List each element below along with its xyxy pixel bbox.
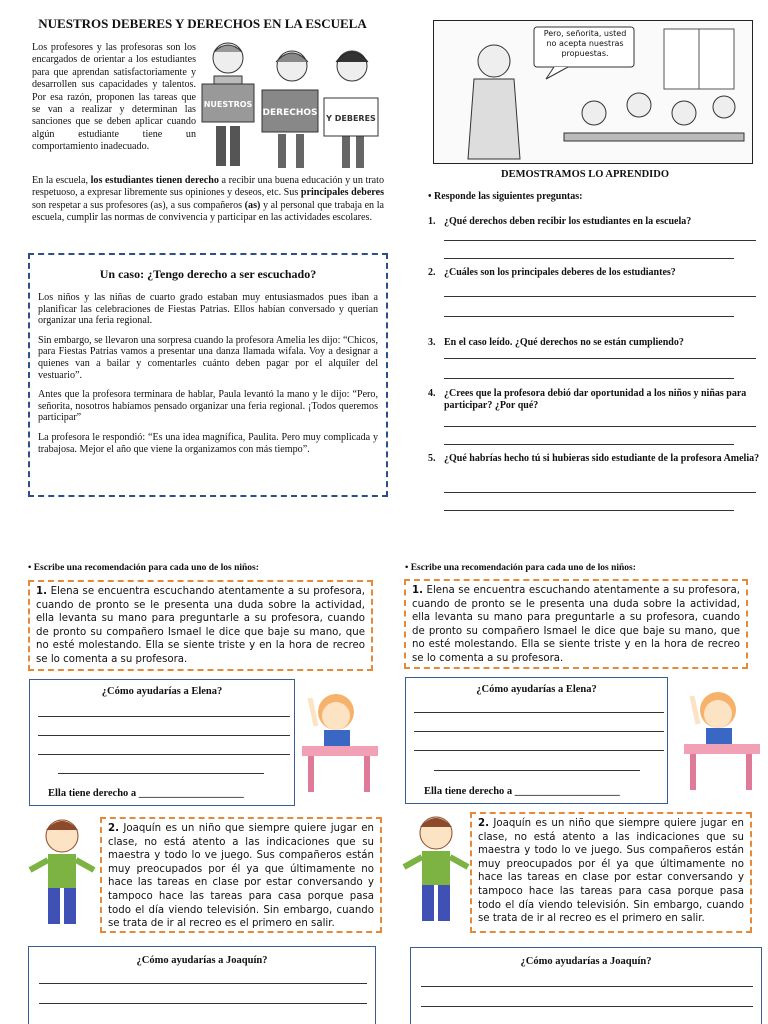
question-4: 4. ¿Crees que la profesora debió dar oportunidad a los niños y niñas para participar? ¿Por qué? xyxy=(428,388,747,411)
elena-story-box: 1. Elena se encuentra escuchando atentamente a su profesora, cuando de pronto se le presenta una duda sobre la actividad, ella levanta su mano para preguntarle a su profesora, cuando de pronto su compañero Ismael le dice que baje su mano, que no esté molestando. Ella se siente triste y en la hora de recreo se lo comenta a su profesora. xyxy=(28,580,373,671)
case-title: Un caso: ¿Tengo derecho a ser escuchado? xyxy=(99,267,317,281)
elena-story-box: 1. Elena se encuentra escuchando atentamente a su profesora, cuando de pronto se le presenta una duda sobre la actividad, ella levanta su mano para preguntarle a su profesora, cuando de pronto su compañero Ismael le dice que baje su mano, que no esté molestando. Ella se siente triste y en la hora de recreo se lo comenta a su profesora. xyxy=(404,579,748,669)
answer-line[interactable] xyxy=(444,240,756,241)
intro-paragraph: Los profesores y las profesoras son los encargados de orientar a los estudiantes para que aprendan satisfactoriamente y desarrollen sus capacidades y talentos. Por esa razón, proponen las tareas que se van a realizar y determinan las sanciones que se deben aplicar cuando algún estudiante tiene un comportamiento inadecuado. xyxy=(32,42,196,153)
question-3: 3. En el caso leído. ¿Qué derechos no se están cumpliendo? xyxy=(428,337,684,348)
rights-duties-paragraph: En la escuela, los estudiantes tienen derecho a recibir una buena educación y un trato respetuoso, a expresar libremente sus opiniones y deseos, etc. Sus principales deberes son respetar a sus profesores (as), a sus compañeros (as) y al personal que trabaja en la escuela, cumplir las normas de convivencia y participar en las actividades escolares. xyxy=(32,175,385,224)
boy-illustration xyxy=(26,814,98,934)
answer-line[interactable] xyxy=(39,983,367,984)
sign-nuestros: NUESTROS xyxy=(203,100,253,109)
case-paragraph: Los niños y las niñas de cuarto grado estaban muy entusiasmados pues iban a planificar las celebraciones de Fiestas Patrias. Ellos habían conversado y querían organizar una feria regional. xyxy=(38,292,378,327)
elena-answer-box xyxy=(405,677,668,804)
ella-tiene-derecho: Ella tiene derecho a ____________________ xyxy=(424,786,620,797)
boy-illustration xyxy=(400,810,472,932)
answer-line[interactable] xyxy=(444,296,756,297)
sign-derechos: DERECHOS xyxy=(262,108,318,118)
elena-question: ¿Cómo ayudarías a Elena? xyxy=(476,684,597,695)
speech-bubble: Pero, señorita, usted no acepta nuestras propuestas. xyxy=(543,29,627,58)
answer-line[interactable] xyxy=(444,358,756,359)
joaquin-answer-box xyxy=(28,946,376,1024)
page-title: NUESTROS DEBERES Y DERECHOS EN LA ESCUELA xyxy=(38,16,367,31)
girl-raising-hand-illustration xyxy=(298,686,380,796)
girl-raising-hand-illustration xyxy=(680,684,762,794)
question-5: 5. ¿Qué habrías hecho tú si hubieras sido estudiante de la profesora Amelia? xyxy=(428,453,760,464)
case-paragraph: Antes que la profesora terminara de hablar, Paula levantó la mano y le dijo: “Pero, señorita, nosotros habíamos pensado organizar una feria regional. ¡Todos queremos participar” xyxy=(38,389,378,424)
joaquin-question: ¿Cómo ayudarías a Joaquín? xyxy=(520,956,652,967)
elena-question: ¿Cómo ayudarías a Elena? xyxy=(101,686,223,697)
answer-line[interactable] xyxy=(38,716,290,717)
joaquin-story-box: 2. Joaquín es un niño que siempre quiere jugar en clase, no está atento a las indicaciones que su maestra y todo lo ve juego. Sus compañeros están muy preocupados por él ya que últimamente no hace las tareas en clase por estar conversando y tampoco hace las tareas para casa porque pasa todo el día viendo televisión. Sin embargo, cuando se trata de ir al recreo es el primero en salir. xyxy=(470,812,752,933)
worksheet-instruction: • Escribe una recomendación para cada uno de los niños: xyxy=(28,563,259,573)
answer-line[interactable] xyxy=(444,258,734,259)
kids-holding-signs-illustration xyxy=(200,36,386,174)
answer-line[interactable] xyxy=(444,510,734,511)
answer-line[interactable] xyxy=(444,444,734,445)
question-1: 1. ¿Qué derechos deben recibir los estudiantes en la escuela? xyxy=(428,216,692,227)
answer-line[interactable] xyxy=(58,773,264,774)
answer-line[interactable] xyxy=(414,731,664,732)
ella-tiene-derecho: Ella tiene derecho a ____________________ xyxy=(48,788,244,799)
answer-line[interactable] xyxy=(444,378,734,379)
answer-line[interactable] xyxy=(414,750,664,751)
answer-line[interactable] xyxy=(444,426,756,427)
answer-line[interactable] xyxy=(421,1006,753,1007)
joaquin-answer-box xyxy=(410,947,762,1024)
answer-line[interactable] xyxy=(38,735,290,736)
questions-lead: • Responde las siguientes preguntas: xyxy=(428,191,583,202)
section-title-demostramos: DEMOSTRAMOS LO APRENDIDO xyxy=(500,169,669,180)
answer-line[interactable] xyxy=(421,986,753,987)
question-2: 2. ¿Cuáles son los principales deberes de los estudiantes? xyxy=(428,267,676,278)
case-paragraph: Sin embargo, se llevaron una sorpresa cuando la profesora Amelia les dijo: “Chicos, para Fiestas Patrias vamos a presentar una danza llamada wifala. Voy a designar a quienes van a bailar y comentarles cuánto deben pagar por el alquiler del vestuario”. xyxy=(38,334,378,381)
answer-line[interactable] xyxy=(444,316,734,317)
answer-line[interactable] xyxy=(39,1003,367,1004)
answer-line[interactable] xyxy=(414,712,664,713)
answer-line[interactable] xyxy=(444,492,756,493)
sign-y-deberes: Y DEBERES xyxy=(326,114,376,123)
classroom-illustration xyxy=(433,20,753,164)
elena-answer-box xyxy=(29,679,295,806)
answer-line[interactable] xyxy=(38,754,290,755)
case-paragraph: La profesora le respondió: “Es una idea magnífica, Paulita. Pero muy complicada y trabajosa. Mejor el año que viene la organizamos con más tiempo”. xyxy=(38,431,378,455)
joaquin-story-box: 2. Joaquín es un niño que siempre quiere jugar en clase, no está atento a las indicaciones que su maestra y todo lo ve juego. Sus compañeros están muy preocupados por él ya que últimamente no hace las tareas en clase por estar conversando y tampoco hace las tareas para casa porque pasa todo el día viendo televisión. Sin embargo, cuando se trata de ir al recreo es el primero en salir. xyxy=(100,817,382,933)
worksheet-instruction: • Escribe una recomendación para cada uno de los niños: xyxy=(405,563,636,573)
answer-line[interactable] xyxy=(434,770,640,771)
joaquin-question: ¿Cómo ayudarías a Joaquín? xyxy=(136,955,268,966)
case-box xyxy=(28,253,388,497)
